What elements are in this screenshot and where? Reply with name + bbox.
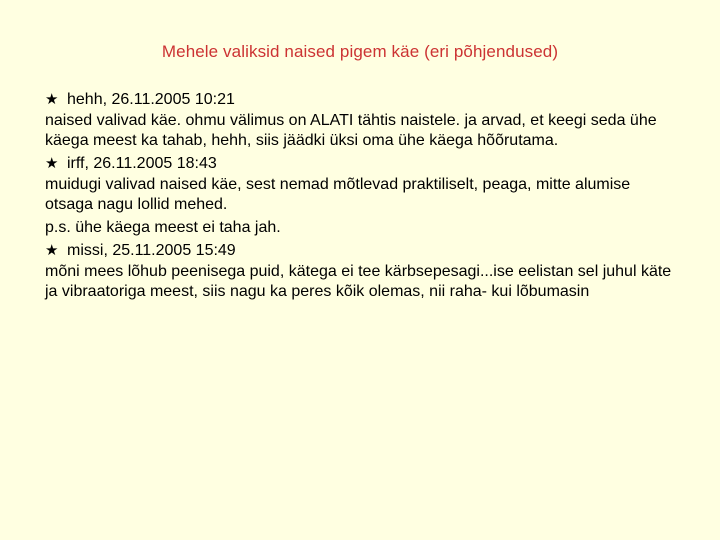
- comment: [45, 90, 675, 151]
- comment-body: [45, 262, 675, 302]
- comment-body: [45, 175, 675, 238]
- page-title: Mehele valiksid naised pigem käe (eri põhjendused): [161, 42, 559, 61]
- star-icon: ★: [45, 155, 59, 172]
- comment-text: p.s. ühe käega meest ei taha jah.: [45, 219, 281, 236]
- star-icon: ★: [45, 91, 59, 108]
- comment-author-date: hehh, 26.11.2005 10:21: [67, 91, 235, 108]
- comment-text: muidugi valivad naised käe, sest nemad mõtlevad praktiliselt, peaga, mitte alumise otsaga nagu lollid mehed.: [45, 176, 631, 213]
- star-icon: ★: [45, 242, 59, 259]
- comment-header: [45, 154, 675, 174]
- comment-list: [45, 90, 675, 305]
- comment-header: [45, 241, 675, 261]
- comment: [45, 154, 675, 238]
- comment-text: mõni mees lõhub peenisega puid, kätega ei tee kärbsepesagi...ise eelistan sel juhul käte ja vibraatoriga meest, siis nagu ka peres kõik olemas, nii raha- kui lõbumasin: [45, 263, 672, 300]
- comment-author-date: missi, 25.11.2005 15:49: [67, 242, 236, 259]
- comment-author-date: irff, 26.11.2005 18:43: [67, 155, 217, 172]
- comment-header: [45, 90, 675, 110]
- comment-body: [45, 111, 675, 151]
- comment: [45, 241, 675, 302]
- comment-text: naised valivad käe. ohmu välimus on ALATI tähtis naistele. ja arvad, et keegi seda ühe käega meest ka tahab, hehh, siis jäädki üksi oma ühe käega hõõrutama.: [45, 112, 657, 149]
